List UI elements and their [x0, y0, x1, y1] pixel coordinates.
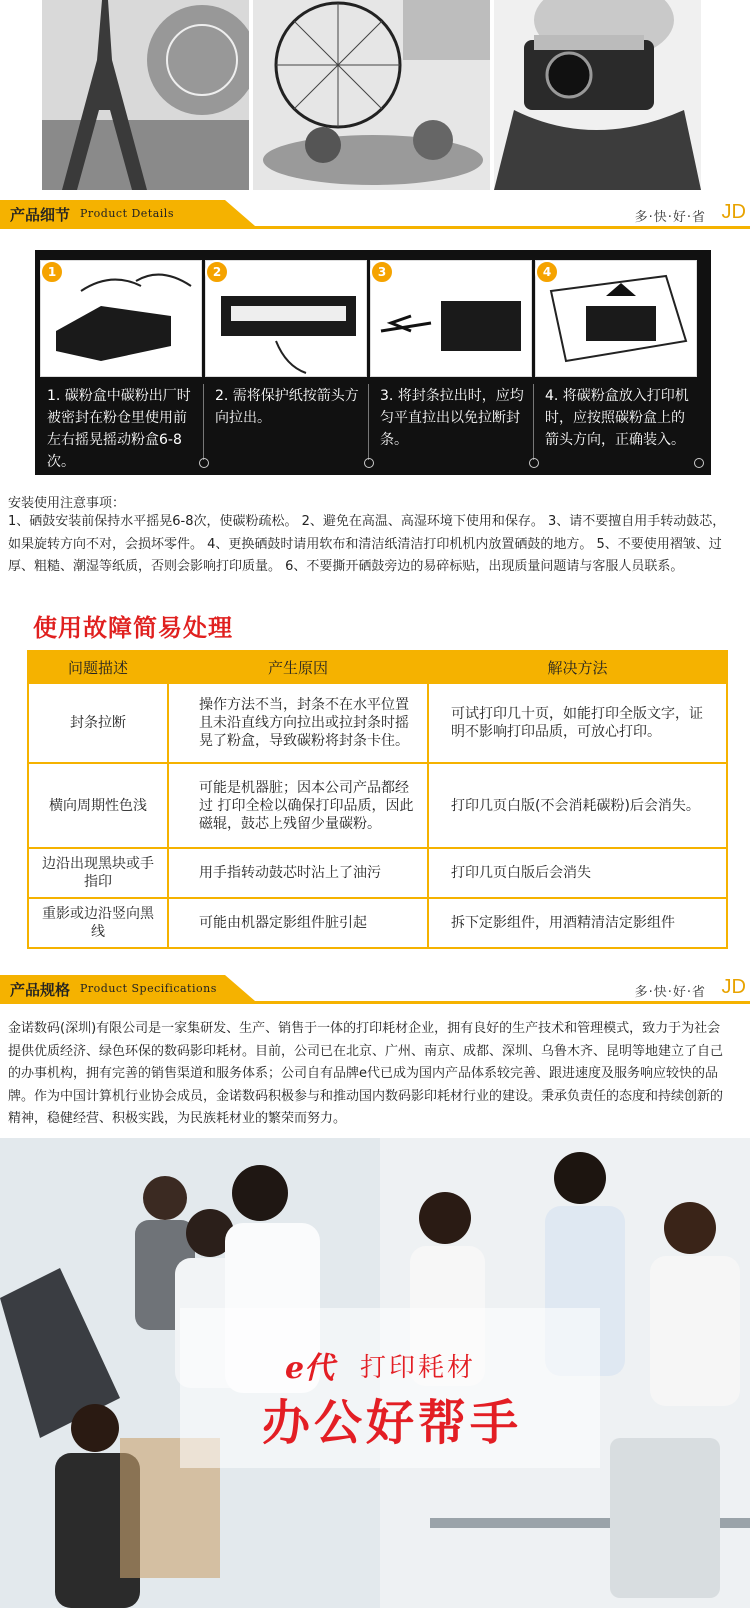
- step-4-illustration: [535, 260, 697, 377]
- problem-cell: 横向周期性色浅: [28, 763, 168, 848]
- solution-cell: 拆下定影组件，用酒精清洁定影组件: [428, 898, 727, 948]
- cause-cell: 可能是机器脏；因本公司产品都经过 打印全检以确保打印品质，因此磁辊，鼓芯上残留少量碳粉。: [168, 763, 428, 848]
- section-title: 产品规格: [10, 981, 71, 999]
- step-4-text: 4. 将碳粉盒放入打印机时，应按照碳粉盒上的箭头方向，正确装入。: [545, 388, 689, 448]
- banner-headline: 办公好帮手: [262, 1395, 523, 1451]
- table-header-row: [28, 651, 727, 683]
- girl-with-camera-photo: [494, 0, 701, 190]
- cause-cell: 可能由机器定影组件脏引起: [168, 898, 428, 948]
- section-subtitle: Product Specifications: [80, 982, 217, 995]
- step-1-number: 1: [40, 260, 64, 284]
- office-banner: [0, 1138, 750, 1608]
- bicycle-still-life-photo: [253, 0, 490, 190]
- header-cause: 产生原因: [168, 651, 428, 683]
- fault-section-title: 使用故障简易处理: [33, 614, 233, 642]
- install-notes-title: 安装使用注意事项：: [8, 496, 126, 511]
- product-specs-header: [0, 975, 750, 1005]
- jd-logo: JD: [721, 201, 746, 223]
- solution-cell: 打印几页白版(不会消耗碳粉)后会消失。: [428, 763, 727, 848]
- jd-slogan: 多·快·好·省: [634, 210, 706, 225]
- table-row: [28, 683, 727, 763]
- section-subtitle: Product Details: [80, 207, 174, 220]
- step-4-number: 4: [535, 260, 559, 284]
- table-row: [28, 898, 727, 948]
- step-divider: [533, 384, 534, 460]
- step-divider: [368, 384, 369, 460]
- header-problem: 问题描述: [28, 651, 168, 683]
- table-row: [28, 848, 727, 898]
- step-2-illustration: [205, 260, 367, 377]
- brand-logo: e代: [285, 1351, 335, 1386]
- company-intro: 金诺数码(深圳)有限公司是一家集研发、生产、销售于一体的打印耗材企业，拥有良好的生产技术和管理模式，致力于为社会提供优质经济、绿色环保的数码影印耗材。目前，公司已在北京、广州、南京、成都、深圳、乌鲁木齐、昆明等地建立了自己的办事机构，拥有完善的销售渠道和服务体系；公司自有品牌e代已成为国内产品体系较完善、跟进速度及服务响应较快的品牌。作为中国计算机行业协会成员，金诺数码积极参与和推动国内数码影印耗材行业的建设。秉承负责任的态度和持续创新的精神，稳健经营、积极实践，为民族耗材业的繁荣而努力。: [8, 1021, 724, 1126]
- header-solution: 解决方法: [428, 651, 727, 683]
- step-3-text: 3. 将封条拉出时，应均匀平直拉出以免拉断封条。: [380, 388, 524, 448]
- section-divider: [0, 226, 750, 229]
- cause-cell: 用手指转动鼓芯时沾上了油污: [168, 848, 428, 898]
- jd-slogan: 多·快·好·省: [634, 985, 706, 1000]
- section-title: 产品细节: [10, 206, 71, 224]
- step-2-text: 2. 需将保护纸按箭头方向拉出。: [215, 388, 359, 426]
- step-1-illustration: [40, 260, 202, 377]
- step-1-text: 1. 碳粉盒中碳粉出厂时被密封在粉仓里使用前左右摇晃摇动粉盒6-8次。: [47, 388, 191, 470]
- step-divider: [203, 384, 204, 460]
- fault-table: [27, 650, 728, 949]
- step-3-number: 3: [370, 260, 394, 284]
- eiffel-tower-photo: [42, 0, 249, 190]
- problem-cell: 边沿出现黑块或手指印: [28, 848, 168, 898]
- cause-cell: 操作方法不当，封条不在水平位置且未沿直线方向拉出或拉封条时摇晃了粉盒，导致碳粉将封条卡住。: [168, 683, 428, 763]
- step-2-number: 2: [205, 260, 229, 284]
- problem-cell: 封条拉断: [28, 683, 168, 763]
- problem-cell: 重影或边沿竖向黑线: [28, 898, 168, 948]
- product-details-header: [0, 200, 750, 230]
- step-dot: [199, 458, 209, 468]
- jd-logo: JD: [721, 976, 746, 998]
- step-dot: [694, 458, 704, 468]
- install-notes-body: 1、硒鼓安装前保持水平摇晃6-8次，使碳粉疏松。 2、避免在高温、高湿环境下使用和保存。 3、请不要擅自用手转动鼓芯，如果旋转方向不对，会损坏零件。 4、更换硒鼓时请用软布和清洁纸清洁打印机机内放置硒鼓的地方。 5、不要使用褶皱、过厚、粗糙、潮湿等纸质，否则会影响打印质量。 6、不要撕开硒鼓旁边的易碎标贴，出现质量问题请与客服人员联系。: [8, 514, 726, 574]
- step-dot: [529, 458, 539, 468]
- solution-cell: 可试打印几十页，如能打印全版文字，证明不影响打印品质，可放心打印。: [428, 683, 727, 763]
- table-row: [28, 763, 727, 848]
- section-divider: [0, 1001, 750, 1004]
- step-3-illustration: [370, 260, 532, 377]
- step-dot: [364, 458, 374, 468]
- solution-cell: 打印几页白版后会消失: [428, 848, 727, 898]
- installation-steps-panel: [35, 250, 711, 475]
- brand-subtitle: 打印耗材: [360, 1353, 477, 1383]
